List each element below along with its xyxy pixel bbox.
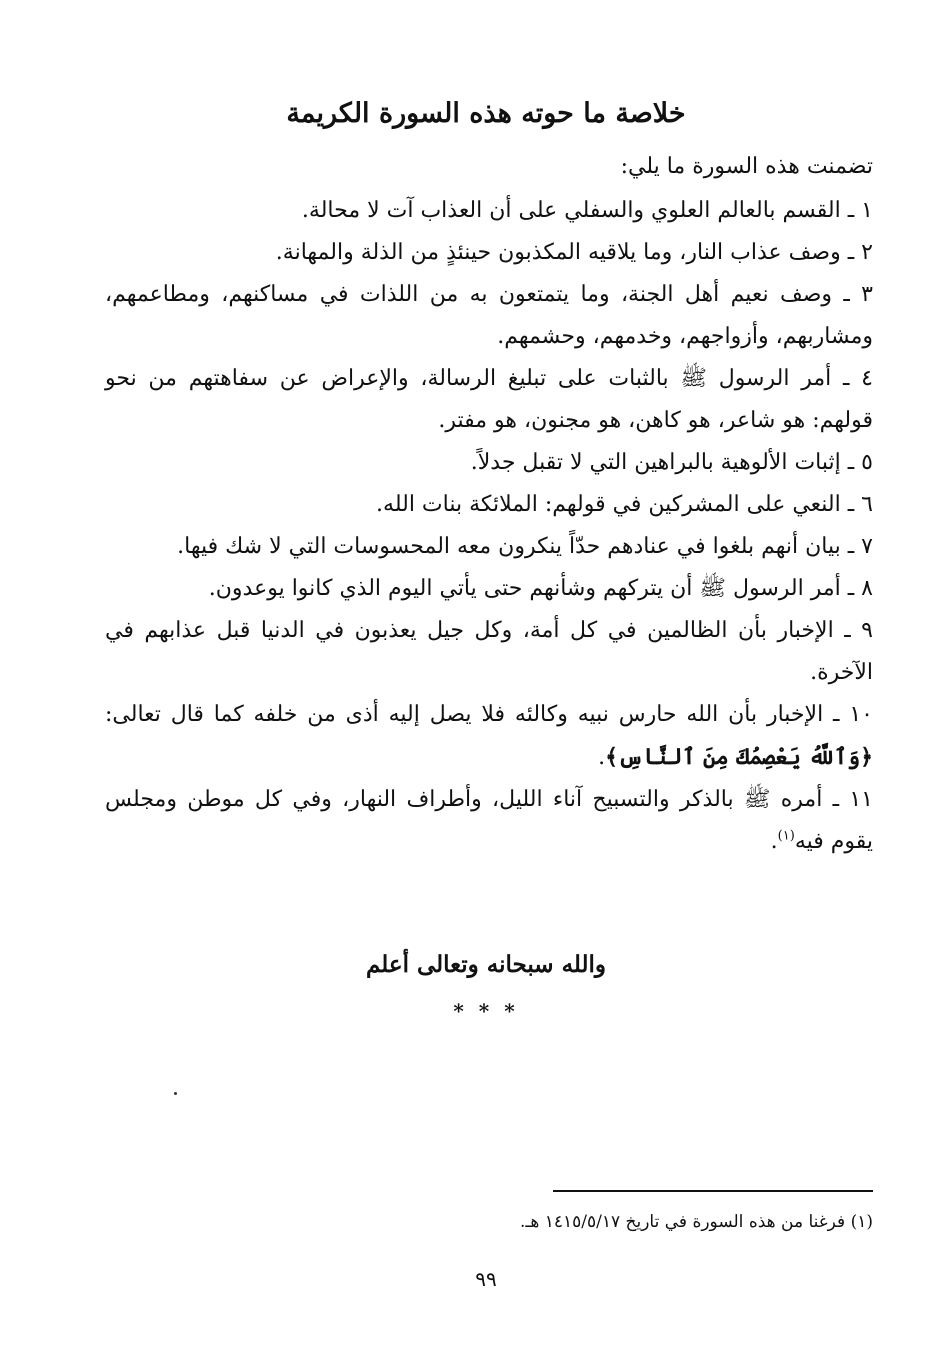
page-title: خلاصة ما حوته هذه السورة الكريمة bbox=[286, 98, 686, 129]
list-item bbox=[105, 568, 873, 610]
footnote-marker: (١) bbox=[777, 828, 795, 844]
footnote: (١) فرغنا من هذه السورة في تاريخ ١٤١٥/٥/١٧ هـ. bbox=[519, 1212, 873, 1232]
list-item bbox=[105, 232, 873, 274]
list-item bbox=[105, 358, 873, 442]
list-item-text: ٣ ـ وصف نعيم أهل الجنة، وما يتمتعون به من اللذات في مساكنهم، ومطاعمهم، ومشاربهم، وأزواجهم، وخدمهم، وحشمهم. bbox=[105, 282, 873, 349]
list-item-text: ٤ ـ أمر الرسول ﷺ بالثبات على تبليغ الرسالة، والإعراض عن سفاهتهم من نحو قولهم: هو شاعر، هو كاهن، هو مجنون، هو مفتر. bbox=[105, 366, 873, 433]
list-item-text: ١٠ ـ الإخبار بأن الله حارس نبيه وكالئه فلا يصل إليه أذى من خلفه كما قال تعالى: bbox=[105, 702, 873, 727]
list-item-text: ٢ ـ وصف عذاب النار، وما يلاقيه المكذبون حينئذٍ من الذلة والمهانة. bbox=[275, 240, 873, 265]
list-item-text: ١١ ـ أمره ﷺ بالذكر والتسبيح آناء الليل، وأطراف النهار، وفي كل موطن ومجلس يقوم فيه bbox=[105, 787, 873, 854]
section-separator-stars: * * * bbox=[453, 999, 519, 1023]
list-item bbox=[105, 779, 873, 863]
list-item-text: ٩ ـ الإخبار بأن الظالمين في كل أمة، وكل جيل يعذبون في الدنيا قبل عذابهم في الآخرة. bbox=[105, 618, 873, 685]
quran-verse: ﴿وَٱللَّهُ يَعْصِمُكَ مِنَ ٱلنَّاسِ﴾ bbox=[605, 744, 873, 770]
list-item bbox=[105, 484, 873, 526]
list-item-tail: . bbox=[770, 829, 778, 854]
list-item-text: ٨ ـ أمر الرسول ﷺ أن يتركهم وشأنهم حتى يأتي اليوم الذي كانوا يوعدون. bbox=[208, 576, 873, 601]
list-item-text: ٧ ـ بيان أنهم بلغوا في عنادهم حدّاً ينكرون معه المحسوسات التي لا شك فيها. bbox=[177, 534, 873, 559]
list-item-text: ١ ـ القسم بالعالم العلوي والسفلي على أن العذاب آت لا محالة. bbox=[301, 198, 873, 223]
list-item-text: ٥ ـ إثبات الألوهية بالبراهين التي لا تقبل جدلاً. bbox=[470, 450, 873, 475]
footnote-divider bbox=[553, 1190, 873, 1192]
intro-text: تضمنت هذه السورة ما يلي: bbox=[620, 154, 873, 179]
summary-list bbox=[105, 190, 873, 863]
list-item bbox=[105, 190, 873, 232]
list-item-tail: . bbox=[598, 745, 606, 770]
list-item bbox=[105, 610, 873, 694]
scan-speck bbox=[174, 1092, 177, 1095]
page-number: ٩٩ bbox=[475, 1267, 497, 1291]
list-item bbox=[105, 442, 873, 484]
closing-phrase: والله سبحانه وتعالى أعلم bbox=[365, 951, 607, 978]
list-item-text: ٦ ـ النعي على المشركين في قولهم: الملائكة بنات الله. bbox=[376, 492, 873, 517]
list-item bbox=[105, 274, 873, 358]
list-item bbox=[105, 526, 873, 568]
list-item bbox=[105, 694, 873, 779]
